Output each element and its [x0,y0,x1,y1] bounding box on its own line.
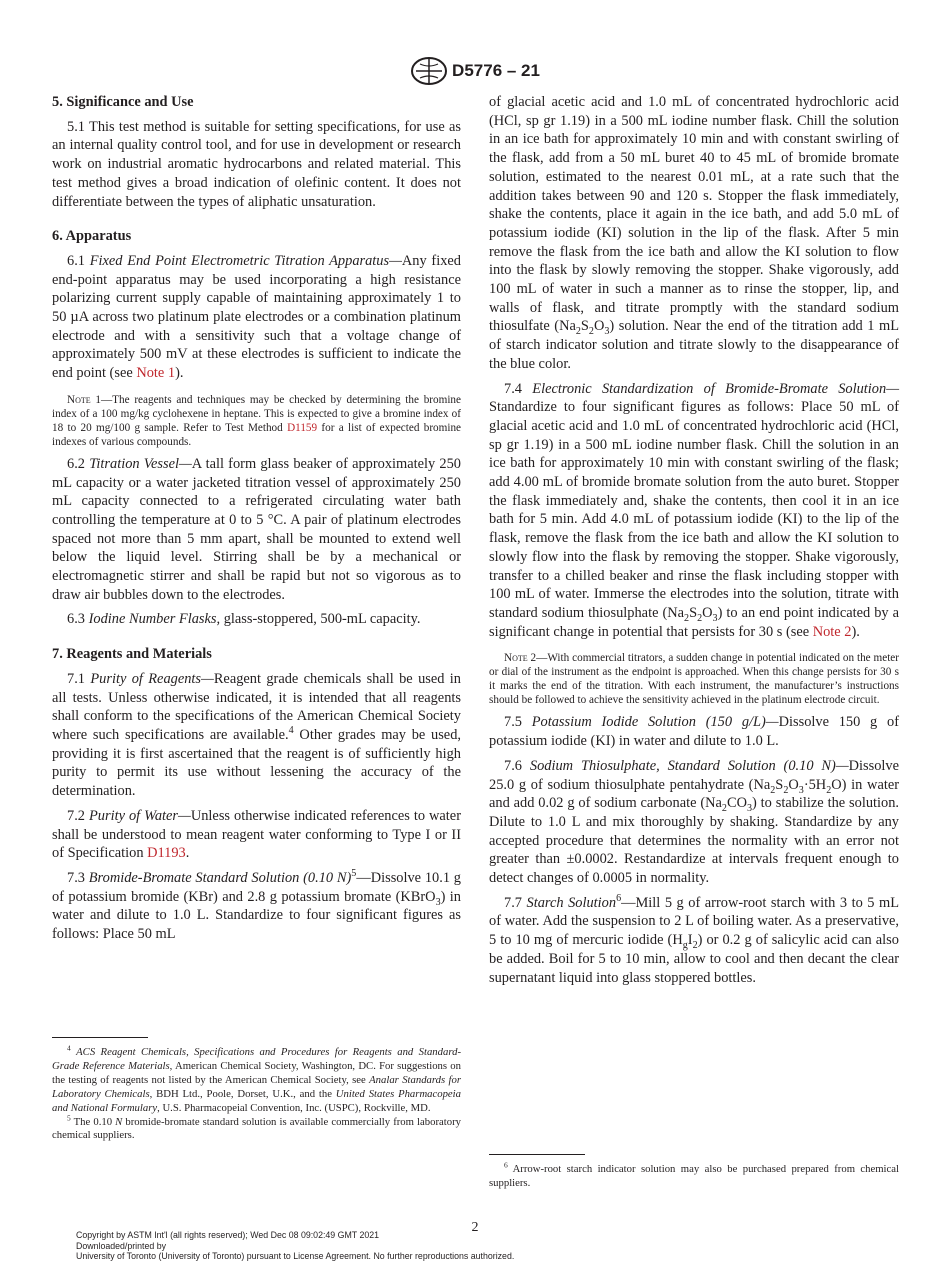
para-7-5: 7.5 Potassium Iodide Solution (150 g/L)—Dissolve 150 g of potassium iodide (KI) in water and dilute to 1.0 L. [489,714,899,750]
footer-line-3: University of Toronto (University of Toronto) pursuant to License Agreement. No further reproductions authorized. [76,1251,515,1262]
page-number: 2 [471,1220,479,1235]
footnote-6-ref[interactable]: 6 [616,892,622,904]
footer-line-1: Copyright by ASTM Int'l (all rights reserved); Wed Dec 08 09:02:49 GMT 2021 [76,1230,380,1240]
footnote-4-ref[interactable]: 4 [288,725,294,737]
footnotes-right [489,1160,899,1191]
para-7-1: 7.1 Purity of Reagents—Reagent grade chemicals shall be used in all tests. Unless otherwise indicated, it is intended that all reagents shall conform to the specifications of the American Chemical Society where such specifications are available.$^4$ Other grades may be used, providing it is first ascertained that the reagent is of sufficiently high purity to permit its use without lessening the accuracy of the determination. [52,670,462,800]
note-1: Note 1—The reagents and techniques may be checked by determining the bromine index of a 100 mg/kg cyclohexene in heptane. This is expected to give a bromine index of 18 to 20 mg/100 g sample. Refer to Test Method D1159 for a list of expected bromine indexes of various compounds. [52,393,462,448]
copyright-footer [76,1230,514,1262]
section-6-heading: 6. Apparatus [52,228,132,245]
right-column [489,93,899,993]
para-7-6: 7.6 Sodium Thiosulphate, Standard Solution (0.10 N)—Dissolve 25.0 g of sodium thiosulphate pentahydrate $(Na_2S_2O_3\cdot 5H_2O)$ in water and add 0.02 g of sodium carbonate $(Na_2CO_3)$ to stabilize the solution. Dilute to 1.0 L and mix thoroughly by shaking. Standardize by any accepted procedure that determines the normality with an error not greater than ±0.0002. Restandardize at intervals frequent enough to detect changes of 0.0005 in normality. [489,757,900,887]
para-7-3-continued: of glacial acetic acid and 1.0 mL of concentrated hydrochloric acid (HCl, sp gr 1.19) in a 500 mL iodine number flask. Chill the solution in an ice bath for approximately 10 min and with constant swirling of the flask, add from a 50 mL buret 40 to 45 mL of bromide bromate solution, estimated to the nearest 0.01 mL, at a rate such that the addition takes between 90 and 120 s. Stopper the flask immediately, shake the contents, place it again in the ice bath, and add 5.0 mL of potassium iodide (KI) solution in the lip of the flask. After 5 min remove the flask from the ice bath and allow the KI solution to flow into the flask by slowly removing the stopper. Shake vigorously, add 100 mL of water in such a manner as to rinse the stopper, lip, and walls of flask, and titrate promptly with the standard sodium thiosulfate $(Na_2S_2O_3)$ solution. Near the end of the titration add 1 mL of starch indicator solution and titrate slowly to the disappearance of the blue color. [489,94,899,372]
para-7-7: 7.7 Starch Solution$^6$—Mill 5 g of arrow-root starch with 3 to 5 mL of water. Add the suspension to 2 L of boiling water. As a preservative, 5 to 10 mg of mercuric iodide $(H_gI_2)$ or 0.2 g of salicylic acid can also be added. Boil for 5 to 10 min, allow to cool and then decant the clear supernatant liquid into glass stoppered bottles. [489,892,899,986]
para-5-1: 5.1 This test method is suitable for setting specifications, for use as an internal quality control tool, and for use in development or research work on industrial aromatic hydrocarbons and related material. This test method gives a broad indication of olefinic content. It does not differentiate between the types of aliphatic unsaturation. [52,118,461,210]
page-header [0,56,950,86]
d1159-link[interactable]: D1159 [287,421,318,434]
footnote-4: $^4$ ACS Reagent Chemicals, Specifications and Procedures for Reagents and Standard-Grade Reference Materials, American Chemical Society, Washington, DC. For suggestions on the testing of reagents not listed by the American Chemical Society, see Analar Standards for Laboratory Chemicals, BDH Ltd., Poole, Dorset, U.K., and the United States Pharmacopeia and National Formulary, U.S. Pharmacopeial Convention, Inc. (USPC), Rockville, MD. [52,1043,462,1114]
note-1-link[interactable]: Note 1 [136,365,176,382]
d1193-link[interactable]: D1193 [147,845,186,862]
footnote-5-ref[interactable]: 5 [351,868,357,880]
footnote-rule-left [52,1037,148,1038]
para-6-3: 6.3 Iodine Number Flasks, glass-stoppered, 500-mL capacity. [67,611,421,628]
astm-logo-icon [410,56,448,86]
note-2-link[interactable]: Note 2 [812,623,852,640]
footnotes-left [52,1043,462,1143]
note-2: Note 2—With commercial titrators, a sudden change in potential indicated on the meter or dial of the instrument as the endpoint is approached. When this change persists for 30 s it marks the end of the titration. With each instrument, the manufacturer’s instructions should be followed to achieve the sensitivity achieved in the platinum electrode circuit. [489,652,899,707]
footnote-6: $^6$ Arrow-root starch indicator solution may also be purchased prepared from chemical suppliers. [489,1160,899,1189]
standard-designation: D5776 – 21 [452,61,540,80]
footnote-5: $^5$ The 0.10 N bromide-bromate standard solution is available commercially from laboratory chemical suppliers. [52,1112,461,1142]
para-7-3: 7.3 Bromide-Bromate Standard Solution (0.10 N)$^5$—Dissolve 10.1 g of potassium bromide (KBr) and 2.8 g potassium bromate (KBrO$_3$) in water and dilute to 1.0 L. Standardize to four significant figures as follows: Place 50 mL [52,868,461,943]
para-7-4: 7.4 Electronic Standardization of Bromide-Bromate Solution—Standardize to four significant figures as follows: Place 50 mL of glacial acetic acid and 1.0 mL of concentrated hydrochloric acid (HCl, sp gr 1.19) in a 500 mL iodine number flask. Chill the solution in an ice bath for approximately 10 min with constant swirling of the flask; add 4.00 mL of bromide bromate solution from the auto buret. Stopper the flask immediately and, shake the contents, then cool it in an ice bath for 5 min. Add 4.0 mL of potassium iodide (KI) to the lip of the flask, remove the flask from the ice bath and allow the KI solution to slowly flow into the flask by removing the stopper. Shake vigorously, transfer to a chilled beaker and rinse the flask including stopper with 100 mL of water. Immerse the electrodes into the solution, titrate with standard sodium thiosulphate $(Na_2S_2O_3)$ to an end point indicated by a significant change in potential that persists for 30 s (see Note 2). [489,380,899,640]
section-7-heading: 7. Reagents and Materials [52,646,212,663]
footer-line-2: Downloaded/printed by [76,1240,166,1251]
section-5-heading: 5. Significance and Use [52,94,194,110]
footnote-rule-right [489,1154,585,1155]
para-7-2: 7.2 Purity of Water—Unless otherwise indicated references to water shall be understood to mean reagent water conforming to Type I or II of Specification D1193. [52,807,461,862]
left-column [52,93,461,950]
para-6-2: 6.2 Titration Vessel—A tall form glass beaker of approximately 250 mL capacity or a water jacketed titration vessel of approximately 250 mL capacity connected to a refrigerated circulating water bath controlling the temperature at 0 to 5 °C. A pair of platinum electrodes spaced not more than 5 mm apart, shall be mounted to extend well below the liquid level. Stirring shall be by a mechanical or electromagnetic stirrer and shall be rapid but not so vigorous as to draw air bubbles down to the electrodes. [52,455,461,603]
para-6-1: 6.1 Fixed End Point Electrometric Titration Apparatus—Any fixed end-point apparatus may be used incorporating a high resistance polarizing current supply capable of maintaining approximately 1 to 50 µA across two platinum plate electrodes or a combination platinum electrode and with a sensitivity such that a voltage change of approximately 500 mV at these electrodes is sufficient to indicate the end point (see Note 1). [52,252,461,382]
